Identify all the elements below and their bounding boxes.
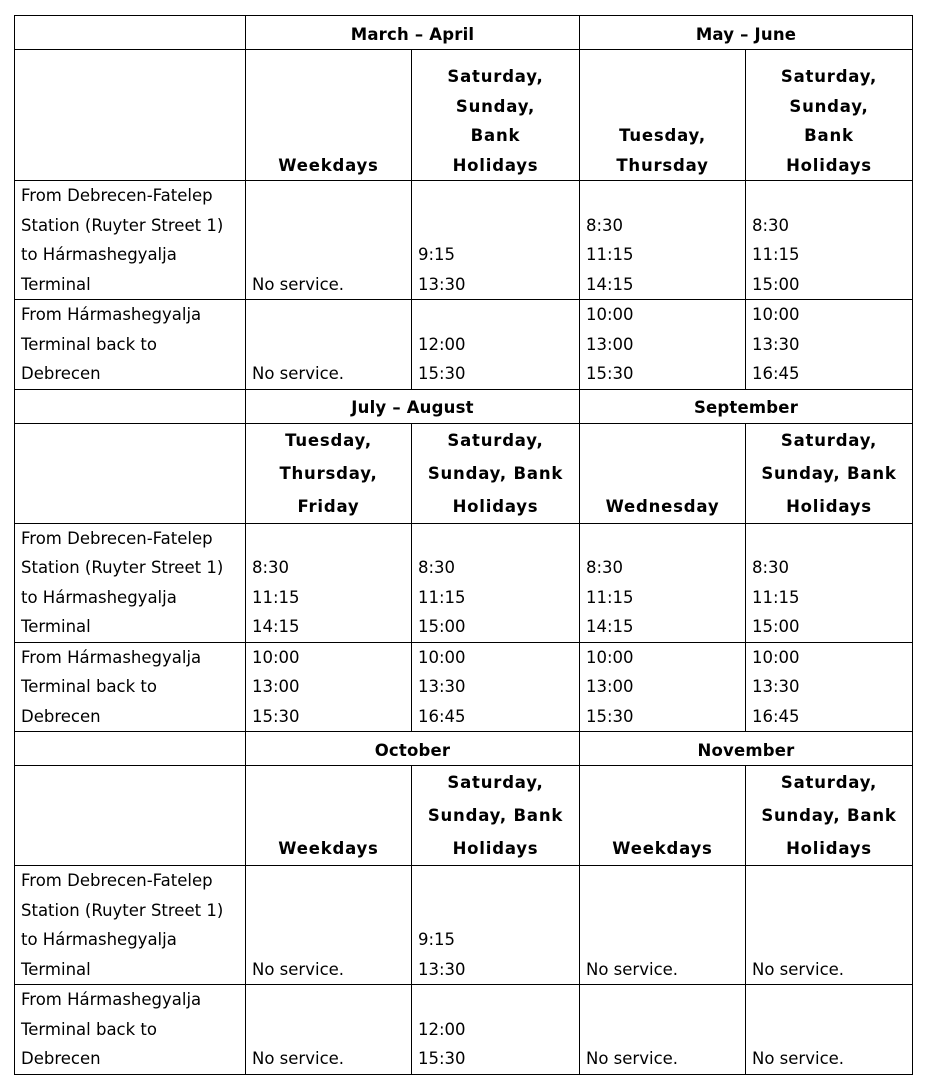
departure-cell: [746, 985, 913, 1075]
route-label: [15, 300, 246, 390]
day-type-line: Saturday,: [447, 773, 544, 792]
departure-time: 14:15: [586, 617, 634, 636]
day-type-line: Saturday,: [780, 430, 878, 450]
day-type-heading: [580, 50, 746, 181]
departure-time: 8:30: [418, 558, 456, 577]
day-type-line: Weekdays: [278, 839, 379, 858]
departure-time: 13:00: [252, 677, 300, 696]
route-label: [15, 181, 246, 300]
departure-cell: [246, 642, 412, 732]
table-row: [15, 181, 913, 300]
day-type-line: Bank: [804, 126, 854, 145]
route-line: Debrecen: [21, 1049, 101, 1068]
day-type-heading: [412, 423, 580, 523]
day-type-line: Sunday,: [789, 96, 869, 116]
departure-time: 11:15: [418, 587, 466, 607]
departure-cell: [746, 300, 913, 390]
day-type-line: Tuesday,: [285, 430, 372, 450]
route-line: to Hármashegyalja: [21, 930, 177, 949]
day-header-row: [15, 766, 913, 866]
departure-time: 16:45: [752, 706, 800, 726]
day-type-line: Holidays: [786, 839, 872, 858]
route-line: Terminal: [21, 274, 91, 294]
table-row: [15, 642, 913, 732]
departure-time: 15:30: [252, 706, 300, 726]
departure-time: 11:15: [586, 245, 634, 264]
departure-cell: [412, 181, 580, 300]
route-line: Station (Ruyter Street 1): [21, 558, 224, 577]
departure-cell: [246, 181, 412, 300]
day-type-line: Sunday,: [455, 96, 536, 116]
departure-time: No service.: [586, 959, 679, 979]
day-type-line: Saturday,: [780, 67, 878, 86]
day-type-heading: [746, 766, 913, 866]
day-type-line: Sunday, Bank: [427, 463, 564, 483]
day-type-heading: [412, 50, 580, 181]
departure-time: 10:00: [252, 647, 300, 667]
route-line: to Hármashegyalja: [21, 245, 177, 264]
table-row: [15, 300, 913, 390]
departure-time: 16:45: [752, 364, 800, 383]
period-heading: May – June: [580, 16, 913, 50]
departure-cell: [580, 300, 746, 390]
day-type-line: Tuesday,: [619, 126, 706, 145]
departure-cell: [412, 523, 580, 642]
departure-time: 16:45: [418, 706, 466, 726]
day-type-line: Sunday, Bank: [427, 806, 564, 825]
day-type-line: Wednesday: [605, 496, 720, 516]
departure-time: 15:30: [418, 1049, 466, 1068]
departure-time: 10:00: [586, 305, 634, 324]
departure-time: 13:30: [418, 274, 466, 294]
period-heading: November: [580, 732, 913, 766]
departure-time: 10:00: [752, 305, 800, 324]
route-line: Station (Ruyter Street 1): [21, 900, 224, 920]
departure-time: No service.: [752, 959, 845, 979]
day-type-line: Saturday,: [780, 773, 878, 792]
departure-time: 8:30: [752, 215, 790, 235]
day-type-heading: [246, 50, 412, 181]
departure-cell: [746, 523, 913, 642]
route-line: Debrecen: [21, 706, 101, 726]
departure-cell: [580, 866, 746, 985]
day-type-line: Friday: [297, 496, 360, 516]
departure-cell: [412, 642, 580, 732]
departure-time: 11:15: [586, 587, 634, 607]
departure-time: 10:00: [418, 647, 466, 667]
day-type-heading: [746, 423, 913, 523]
day-type-line: Holidays: [452, 155, 539, 175]
departure-cell: [246, 985, 412, 1075]
departure-time: 12:00: [418, 334, 466, 354]
day-type-line: Sunday, Bank: [761, 463, 897, 483]
departure-time: No service.: [252, 959, 345, 979]
blank-cell: [15, 16, 246, 50]
departure-time: 9:15: [418, 245, 456, 264]
schedule-table: [14, 15, 913, 1075]
day-header-row: [15, 423, 913, 523]
departure-time: 10:00: [752, 647, 800, 667]
departure-cell: [246, 866, 412, 985]
departure-time: 10:00: [586, 647, 634, 667]
route-line: Terminal back to: [21, 677, 157, 696]
departure-time: 11:15: [252, 587, 300, 607]
departure-cell: [746, 866, 913, 985]
day-type-line: Thursday: [616, 155, 709, 175]
departure-time: 14:15: [252, 617, 300, 636]
departure-time: 15:00: [418, 617, 466, 636]
route-label: [15, 985, 246, 1075]
departure-cell: [746, 642, 913, 732]
route-line: to Hármashegyalja: [21, 587, 177, 607]
departure-cell: [580, 181, 746, 300]
day-type-line: Holidays: [452, 839, 539, 858]
route-label: [15, 866, 246, 985]
route-line: Terminal: [21, 959, 91, 979]
departure-time: No service.: [252, 364, 345, 383]
departure-cell: [246, 300, 412, 390]
blank-cell: [15, 50, 246, 181]
route-line: From Hármashegyalja: [21, 305, 202, 324]
departure-time: 13:30: [418, 677, 466, 696]
day-type-line: Bank: [470, 126, 521, 145]
blank-cell: [15, 389, 246, 423]
departure-time: 14:15: [586, 274, 634, 294]
day-type-line: Sunday, Bank: [761, 806, 897, 825]
route-line: From Debrecen-Fatelep: [21, 186, 213, 205]
period-heading: March – April: [246, 16, 580, 50]
departure-time: 15:30: [586, 364, 634, 383]
table-row: [15, 523, 913, 642]
route-label: [15, 642, 246, 732]
departure-time: 11:15: [752, 587, 800, 607]
day-type-line: Holidays: [786, 155, 872, 175]
departure-time: 15:30: [586, 706, 634, 726]
day-type-line: Weekdays: [278, 155, 379, 175]
departure-time: 8:30: [586, 215, 624, 235]
departure-cell: [580, 523, 746, 642]
route-line: Debrecen: [21, 364, 101, 383]
day-type-line: Holidays: [786, 496, 872, 516]
period-heading: July – August: [246, 389, 580, 423]
departure-time: 15:30: [418, 364, 466, 383]
route-line: Terminal: [21, 617, 91, 636]
departure-time: 11:15: [752, 245, 800, 264]
departure-cell: [580, 642, 746, 732]
departure-time: 9:15: [418, 930, 456, 949]
departure-time: 13:30: [752, 677, 800, 696]
day-type-line: Saturday,: [447, 67, 544, 86]
departure-cell: [412, 985, 580, 1075]
route-label: [15, 523, 246, 642]
period-row: [15, 732, 913, 766]
blank-cell: [15, 423, 246, 523]
route-line: From Hármashegyalja: [21, 647, 202, 667]
departure-time: No service.: [252, 274, 345, 294]
route-line: Terminal back to: [21, 1019, 157, 1039]
departure-cell: [412, 866, 580, 985]
period-heading: October: [246, 732, 580, 766]
day-type-line: Weekdays: [612, 839, 713, 858]
departure-time: 15:00: [752, 617, 800, 636]
day-type-heading: [412, 766, 580, 866]
route-line: Station (Ruyter Street 1): [21, 215, 224, 235]
route-line: Terminal back to: [21, 334, 157, 354]
departure-time: No service.: [586, 1049, 679, 1068]
departure-time: 13:00: [586, 677, 634, 696]
departure-time: 13:30: [752, 334, 800, 354]
table-row: [15, 985, 913, 1075]
blank-cell: [15, 766, 246, 866]
day-type-heading: [746, 50, 913, 181]
departure-time: 13:00: [586, 334, 634, 354]
departure-time: 15:00: [752, 274, 800, 294]
table-row: [15, 866, 913, 985]
departure-cell: [746, 181, 913, 300]
day-type-heading: [580, 766, 746, 866]
departure-time: No service.: [252, 1049, 345, 1068]
route-line: From Debrecen-Fatelep: [21, 871, 213, 890]
departure-cell: [246, 523, 412, 642]
departure-time: 8:30: [586, 558, 624, 577]
departure-time: No service.: [752, 1049, 845, 1068]
departure-time: 13:30: [418, 959, 466, 979]
day-type-line: Saturday,: [447, 430, 544, 450]
day-type-heading: [246, 423, 412, 523]
period-row: [15, 16, 913, 50]
day-type-heading: [246, 766, 412, 866]
route-line: From Debrecen-Fatelep: [21, 528, 213, 548]
blank-cell: [15, 732, 246, 766]
schedule-body: [15, 16, 913, 1075]
departure-time: 12:00: [418, 1019, 466, 1039]
day-header-row: [15, 50, 913, 181]
departure-cell: [412, 300, 580, 390]
day-type-line: Thursday,: [279, 463, 378, 483]
departure-time: 8:30: [752, 558, 790, 577]
day-type-heading: [580, 423, 746, 523]
period-heading: September: [580, 389, 913, 423]
period-row: [15, 389, 913, 423]
departure-time: 8:30: [252, 558, 290, 577]
departure-cell: [580, 985, 746, 1075]
route-line: From Hármashegyalja: [21, 990, 202, 1009]
day-type-line: Holidays: [452, 496, 539, 516]
